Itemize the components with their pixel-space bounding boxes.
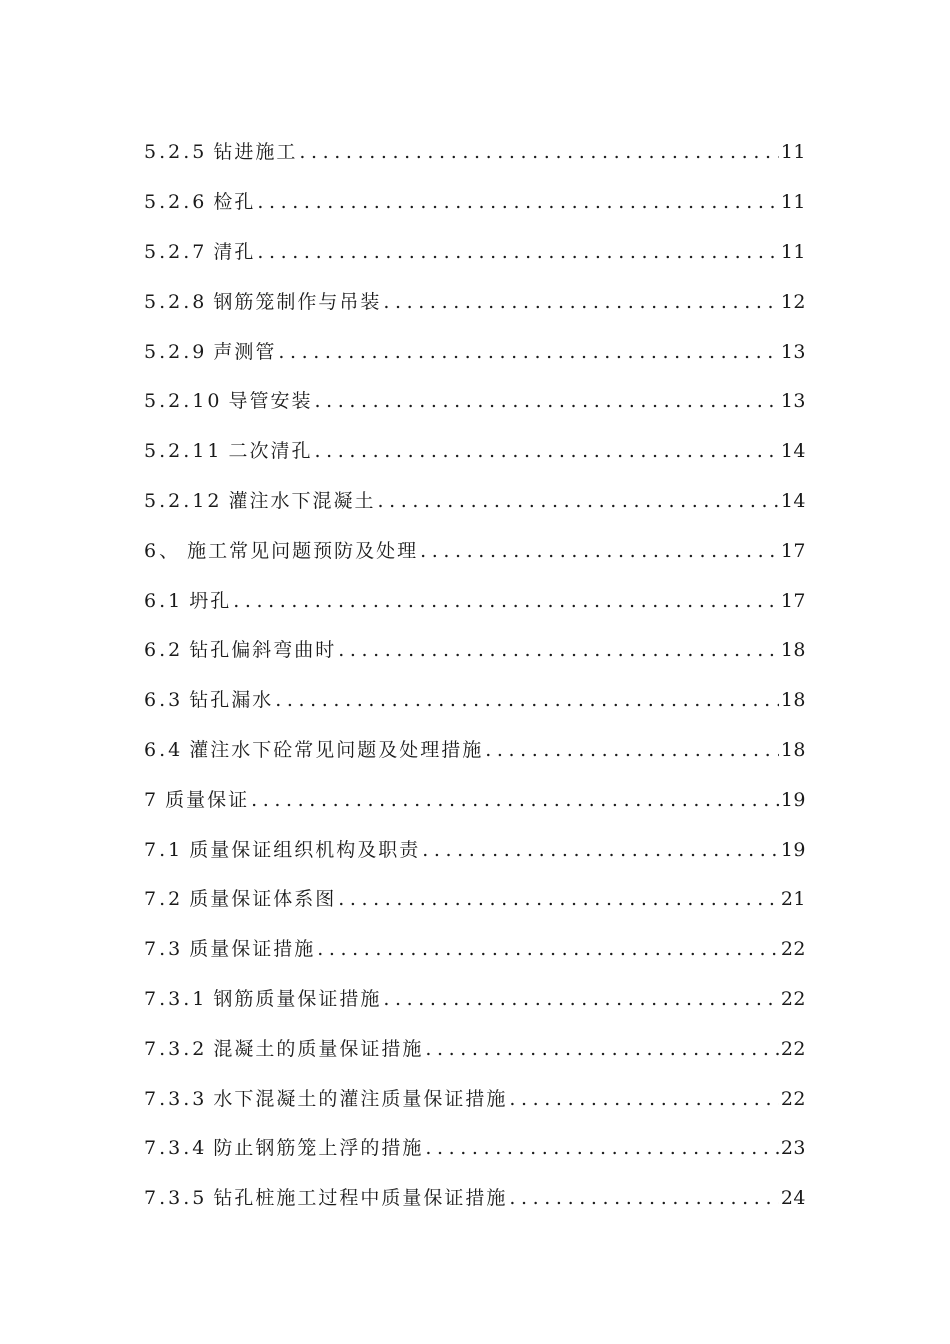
toc-entry-number: 5.2.5 [144,141,208,164]
toc-entry-page: 11 [780,141,806,164]
toc-entry[interactable] [144,676,806,726]
dot-leader [420,542,779,561]
toc-entry[interactable] [144,377,806,427]
toc-entry-number: 7.3.2 [144,1037,208,1060]
toc-entry-title: 钢筋质量保证措施 [213,987,382,1010]
toc-entry-title: 质量保证体系图 [189,888,337,911]
toc-entry-number: 7.3.4 [144,1137,208,1160]
dot-leader [338,641,779,660]
dot-leader [257,193,778,212]
dot-leader [425,1040,778,1059]
toc-entry-page: 17 [780,539,806,562]
toc-entry[interactable] [144,825,806,875]
dot-leader [299,143,778,162]
toc-entry[interactable] [144,178,806,228]
toc-entry-page: 19 [780,788,806,811]
toc-entry-title: 施工常见问题预防及处理 [187,539,419,562]
toc-entry-page: 18 [780,639,806,662]
toc-entry-page: 11 [780,240,806,263]
toc-entry-page: 24 [780,1187,806,1210]
toc-entry[interactable] [144,477,806,527]
toc-entry[interactable] [144,875,806,925]
toc-entry[interactable] [144,975,806,1025]
dot-leader [314,392,778,411]
toc-entry-number: 5.2.12 [144,489,223,512]
dot-leader [275,691,779,710]
dot-leader [317,940,779,959]
toc-entry-title: 钢筋笼制作与吊装 [213,290,382,313]
table-of-contents [144,128,806,1224]
dot-leader [314,442,778,461]
toc-entry-title: 质量保证措施 [189,938,316,961]
toc-entry-number: 6.2 [144,639,184,662]
toc-entry-number: 7.3.5 [144,1187,208,1210]
toc-entry-title: 声测管 [213,340,277,363]
toc-entry[interactable] [144,228,806,278]
dot-leader [257,243,778,262]
toc-entry-page: 11 [780,191,806,214]
dot-leader [338,890,779,909]
toc-entry[interactable] [144,1074,806,1124]
dot-leader [509,1090,778,1109]
toc-entry-page: 19 [780,838,806,861]
toc-entry-title: 清孔 [213,240,256,263]
toc-entry-number: 5.2.8 [144,290,208,313]
toc-entry-title: 钻孔桩施工过程中质量保证措施 [213,1187,508,1210]
toc-entry-number: 5.2.7 [144,240,208,263]
toc-entry-title: 灌注水下砼常见问题及处理措施 [189,738,484,761]
dot-leader [383,293,778,312]
toc-entry[interactable] [144,427,806,477]
dot-leader [377,492,778,511]
toc-entry-page: 22 [780,938,806,961]
toc-entry-number: 7.3.1 [144,987,208,1010]
toc-entry-number: 6.1 [144,589,184,612]
dot-leader [422,841,779,860]
toc-entry-page: 23 [780,1137,806,1160]
toc-entry-title: 检孔 [213,191,256,214]
toc-entry-number: 7.1 [144,838,184,861]
toc-entry-page: 17 [780,589,806,612]
toc-entry[interactable] [144,327,806,377]
toc-entry-page: 18 [780,689,806,712]
toc-entry-title: 导管安装 [228,390,313,413]
toc-entry-title: 混凝土的质量保证措施 [213,1037,424,1060]
toc-entry-title: 质量保证组织机构及职责 [189,838,421,861]
toc-entry-title: 灌注水下混凝土 [228,489,376,512]
toc-entry[interactable] [144,775,806,825]
toc-entry-number: 5.2.9 [144,340,208,363]
toc-entry-page: 22 [780,1087,806,1110]
dot-leader [509,1189,778,1208]
dot-leader [485,741,779,760]
toc-entry[interactable] [144,726,806,776]
toc-entry[interactable] [144,1124,806,1174]
toc-entry[interactable] [144,526,806,576]
dot-leader [383,990,778,1009]
toc-entry-page: 13 [780,340,806,363]
toc-entry-title: 质量保证 [165,788,250,811]
toc-entry[interactable] [144,128,806,178]
toc-entry-number: 6.3 [144,689,184,712]
toc-entry-title: 防止钢筋笼上浮的措施 [213,1137,424,1160]
toc-entry-title: 钻孔偏斜弯曲时 [189,639,337,662]
toc-entry-number: 7.3 [144,938,184,961]
toc-entry-page: 18 [780,738,806,761]
toc-entry[interactable] [144,626,806,676]
dot-leader [251,791,779,810]
toc-entry[interactable] [144,277,806,327]
toc-entry-number: 6、 [144,539,182,562]
toc-entry-title: 钻进施工 [213,141,298,164]
toc-entry-number: 7.3.3 [144,1087,208,1110]
toc-entry-title: 水下混凝土的灌注质量保证措施 [213,1087,508,1110]
toc-entry[interactable] [144,925,806,975]
dot-leader [278,343,778,362]
toc-entry[interactable] [144,1174,806,1224]
toc-entry-page: 12 [780,290,806,313]
toc-entry-number: 5.2.11 [144,440,223,463]
toc-entry-page: 21 [780,888,806,911]
toc-entry-number: 7.2 [144,888,184,911]
toc-entry-number: 6.4 [144,738,184,761]
dot-leader [233,592,779,611]
toc-entry-page: 22 [780,987,806,1010]
toc-entry-number: 5.2.10 [144,390,223,413]
toc-entry-page: 13 [780,390,806,413]
toc-entry-title: 二次清孔 [228,440,313,463]
toc-entry-title: 坍孔 [189,589,232,612]
toc-entry[interactable] [144,576,806,626]
dot-leader [425,1139,778,1158]
toc-entry-page: 22 [780,1037,806,1060]
toc-entry-page: 14 [780,489,806,512]
toc-entry-number: 7 [144,788,160,811]
toc-entry-number: 5.2.6 [144,191,208,214]
toc-entry-page: 14 [780,440,806,463]
toc-entry[interactable] [144,1024,806,1074]
toc-entry-title: 钻孔漏水 [189,689,274,712]
